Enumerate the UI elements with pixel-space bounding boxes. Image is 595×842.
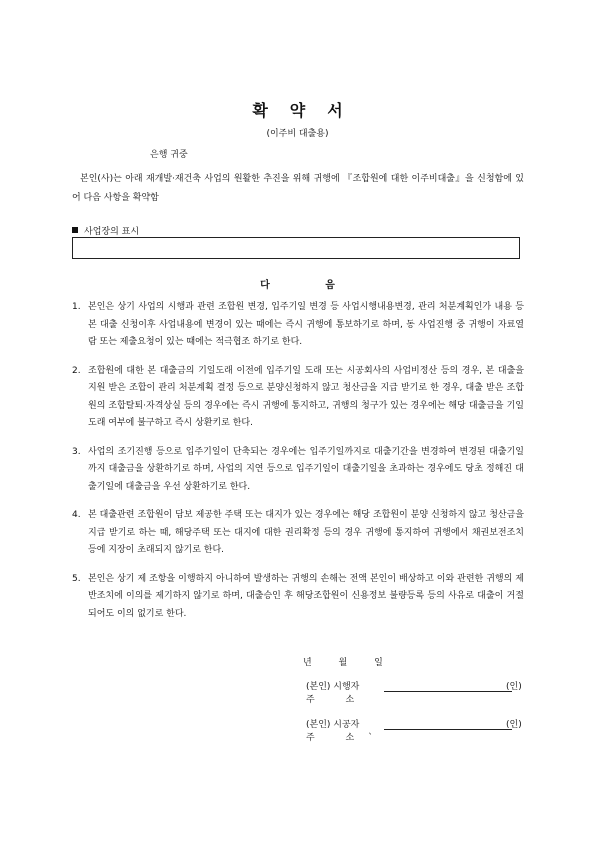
- item-text: 조합원에 대한 본 대출금의 기일도래 이전에 입주기일 도래 또는 시공회사의 사업비정산 등의 경우, 본 대출을 지원 받은 조합이 관리 처분계획 결정 등으로 분양신청하지 않고 청산금을 지급 받기로 한 경우, 대출 받은 조합원의 조합탈퇴·자격상실 등의 경우에는 즉시 귀행에 통지하고, 귀행의 청구가 있는 경우에는 해당 대출금을 기일도래 여부에 불구하고 즉시 상환키로 한다.: [88, 365, 524, 428]
- date-line: 년 월 일: [303, 658, 383, 668]
- list-item: [72, 507, 524, 560]
- item-number: 1.: [72, 302, 81, 312]
- signature-line: [384, 729, 512, 730]
- signature-developer: [306, 681, 522, 707]
- document-subtitle: (이주비 대출용): [266, 129, 329, 139]
- item-number: 4.: [72, 510, 81, 520]
- list-item: [72, 444, 524, 497]
- address-label: 주 소`: [306, 733, 387, 743]
- intro-paragraph: 본인(사)는 아래 재개발·재건축 사업의 원활한 추진을 위해 귀행에 『조합원에 대한 이주비대출』을 신청함에 있어 다음 사항을 확약함: [72, 174, 524, 203]
- signature-role: (본인) 시행자: [306, 682, 360, 692]
- item-number: 3.: [72, 446, 81, 457]
- list-item: [72, 571, 524, 624]
- seal-mark: (인): [506, 682, 522, 692]
- seal-mark: (인): [506, 720, 522, 730]
- item-text: 본 대출관련 조합원이 담보 제공한 주택 또는 대지가 있는 경우에는 해당 조합원이 분양 신청하지 않고 청산금을 지급 받기로 하는 때, 해당주택 또는 대지에 대한 권리확정 등의 경우 귀행에 통지하여 귀행에서 채권보전조치 등에 지장이 초래되지 않기로 한다.: [88, 510, 524, 555]
- section-label-text: 사업장의 표시: [84, 227, 140, 237]
- section-label: [72, 224, 139, 237]
- list-item: [72, 363, 524, 433]
- signature-role: (본인) 시공자: [306, 720, 360, 730]
- addressee: 은행 귀중: [150, 150, 188, 160]
- address-label: 주 소: [306, 695, 369, 705]
- square-bullet-icon: [72, 227, 78, 233]
- section-heading: 다 음: [260, 280, 335, 291]
- document-title: 확약서: [252, 101, 365, 120]
- item-text: 본인은 상기 제 조항을 이행하지 아니하여 발생하는 귀행의 손해는 전액 본인이 배상하고 이와 관련한 귀행의 제반조치에 이의를 제기하지 않기로 하며, 대출승인 후 해당조합원이 신용정보 불량등록 등의 사유로 대출이 거절되어도 이의 없기로 한다.: [88, 573, 524, 619]
- list-item: [72, 299, 524, 352]
- item-text: 본인은 상기 사업의 시행과 관련 조합원 변경, 입주기일 변경 등 사업시행내용변경, 관리 처분계획인가 내용 등 본 대출 신청이후 사업내용에 변경이 있는 때에는 즉시 귀행에 통보하기로 하며, 동 사업진행 중 귀행이 자료열람 또는 제출요청이 있는 때에는 적극협조 하기로 한다.: [88, 302, 524, 347]
- terms-list: [72, 299, 524, 634]
- item-text: 사업의 조기진행 등으로 입주기일이 단축되는 경우에는 입주기일까지로 대출기간을 변경하여 변경된 대출기일까지 대출금을 상환하기로 하며, 사업의 지연 등으로 입주기일이 대출기일을 초과하는 경우에도 당초 정해진 대출기일에 대출금을 우선 상환하기로 한다.: [88, 446, 524, 492]
- signature-line: [384, 691, 512, 692]
- item-number: 2.: [72, 365, 81, 376]
- item-number: 5.: [72, 573, 81, 584]
- signature-contractor: [306, 719, 522, 745]
- project-site-box: [72, 237, 520, 259]
